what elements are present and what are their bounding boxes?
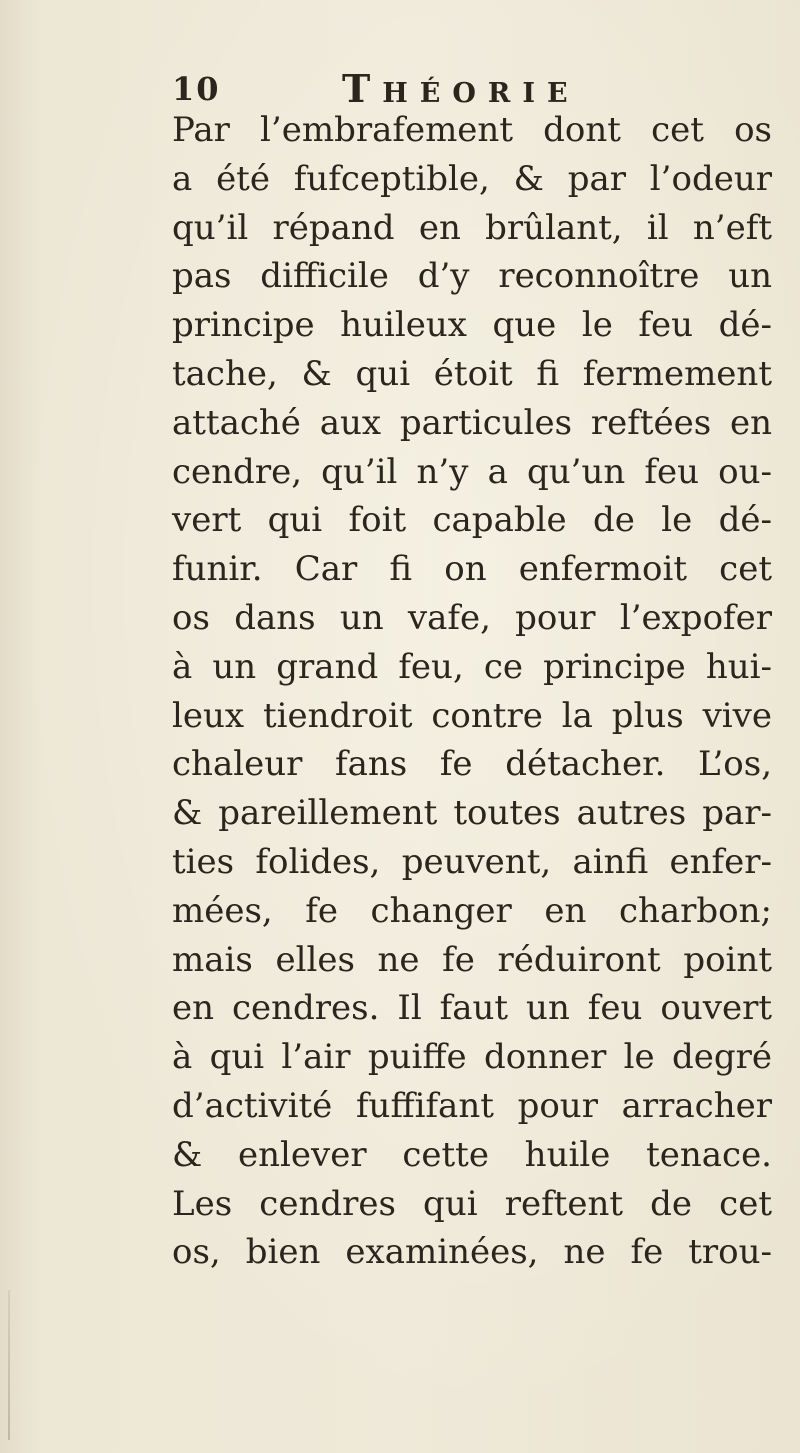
text-line: à un grand feu, ce principe hui- — [172, 646, 772, 687]
text-line: en cendres. Il faut un feu ouvert — [172, 988, 772, 1029]
text-line: cendre, qu’il n’y a qu’un feu ou- — [172, 451, 772, 492]
text-line: chaleur fans fe détacher. L’os, — [172, 744, 772, 785]
text-line: ties folides, peuvent, ainfi enfer- — [172, 841, 772, 882]
page-edge-shadow — [8, 1290, 10, 1440]
text-line: pas difficile d’y reconnoître un — [172, 256, 772, 297]
body-text — [172, 106, 772, 1277]
text-line: Par l’embrafement dont cet os — [172, 110, 772, 150]
text-line: & enlever cette huile tenace. — [172, 1134, 772, 1175]
running-title: Théorie — [342, 66, 580, 111]
text-line: leux tiendroit contre la plus vive — [172, 695, 772, 736]
text-line: a été fufceptible, & par l’odeur — [172, 158, 772, 199]
text-line: mées, fe changer en charbon; — [172, 890, 772, 931]
text-line: os, bien examinées, ne fe trou- — [172, 1232, 772, 1273]
page-number: 10 — [172, 70, 221, 108]
text-line: funir. Car fi on enfermoit cet — [172, 549, 772, 590]
text-line: attaché aux particules reftées en — [172, 402, 772, 443]
text-line: à qui l’air puiffe donner le degré — [172, 1037, 772, 1078]
text-line: & pareillement toutes autres par- — [172, 793, 772, 834]
text-line: mais elles ne fe réduiront point — [172, 939, 772, 980]
text-line: vert qui foit capable de le dé- — [172, 500, 772, 541]
text-line: principe huileux que le feu dé- — [172, 305, 772, 346]
text-line: qu’il répand en brûlant, il n’eft — [172, 207, 772, 248]
text-line: d’activité fuffifant pour arracher — [172, 1085, 772, 1126]
text-line: tache, & qui étoit fi fermement — [172, 353, 772, 394]
text-line: Les cendres qui reftent de cet — [172, 1183, 772, 1224]
text-line: os dans un vafe, pour l’expofer — [172, 597, 772, 638]
